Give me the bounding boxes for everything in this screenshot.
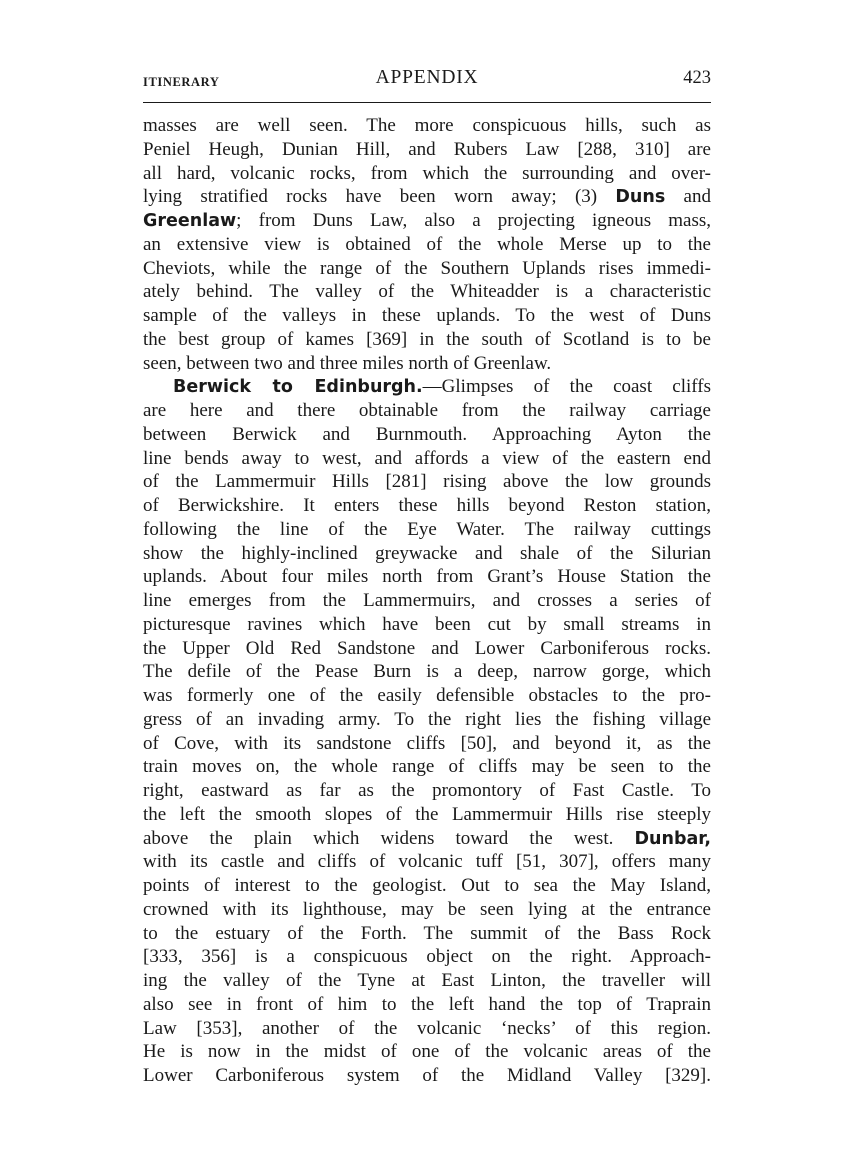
text-line: seen, between two and three miles north of Greenlaw. — [143, 352, 552, 374]
text-line: [333, 356] is a conspicuous object on the right. Approach- — [143, 946, 711, 968]
text-line: line bends away to west, and affords a view of the eastern end — [143, 447, 711, 469]
text-line: train moves on, the whole range of cliffs may be seen to the — [143, 756, 711, 778]
text-line: gress of an invading army. To the right lies the fishing village — [143, 708, 711, 730]
text-line: the left the smooth slopes of the Lammermuir Hills rise steeply — [143, 803, 711, 825]
text-line: Law [353], another of the volcanic ‘necks’ of this region. — [143, 1017, 711, 1039]
text-line: above the plain which widens toward the west. Dunbar, — [143, 827, 711, 849]
place-name-bold: Dunbar, — [634, 828, 711, 849]
text-line: line emerges from the Lammermuirs, and crosses a series of — [143, 590, 711, 611]
page-number: 423 — [683, 68, 711, 88]
text-line: of the Lammermuir Hills [281] rising above the low grounds — [143, 471, 711, 493]
body-text — [143, 114, 711, 1088]
text-line: are here and there obtainable from the railway carriage — [143, 400, 711, 421]
text-line: Greenlaw; from Duns Law, also a projecting igneous mass, — [143, 210, 711, 231]
text-line: lying stratified rocks have been worn away; (3) Duns and — [143, 186, 711, 208]
text-line: Peniel Heugh, Dunian Hill, and Rubers Law [288, 310] are — [143, 138, 711, 160]
text-line: crowned with its lighthouse, may be seen lying at the entrance — [143, 898, 711, 920]
running-head — [143, 67, 711, 97]
text-line: also see in front of him to the left hand the top of Traprain — [143, 993, 711, 1015]
text-line: picturesque ravines which have been cut by small streams in — [143, 613, 711, 635]
section-heading-bold: Berwick to Edinburgh. — [173, 377, 423, 398]
text-line: ately behind. The valley of the Whiteadder is a characteristic — [143, 281, 711, 303]
text-line: show the highly-inclined greywacke and shale of the Silurian — [143, 542, 711, 564]
text-line: an extensive view is obtained of the whole Merse up to the — [143, 233, 711, 255]
running-title: APPENDIX — [375, 67, 479, 88]
text-line: the Upper Old Red Sandstone and Lower Carboniferous rocks. — [143, 637, 711, 659]
text-line: Lower Carboniferous system of the Midland Valley [329]. — [143, 1065, 711, 1086]
text-line: masses are well seen. The more conspicuous hills, such as — [143, 115, 711, 136]
text-line: points of interest to the geologist. Out to sea the May Island, — [143, 875, 711, 896]
text-line: with its castle and cliffs of volcanic tuff [51, 307], offers many — [143, 851, 711, 873]
text-line: of Berwickshire. It enters these hills beyond Reston station, — [143, 495, 711, 516]
text-line: right, eastward as far as the promontory of Fast Castle. To — [143, 780, 711, 801]
text-line: the best group of kames [369] in the south of Scotland is to be — [143, 328, 711, 350]
place-name-bold: Duns — [615, 187, 666, 208]
text-line: He is now in the midst of one of the volcanic areas of the — [143, 1041, 711, 1063]
text-line: ing the valley of the Tyne at East Linton, the traveller will — [143, 970, 711, 991]
section-label: ITINERARY — [143, 75, 220, 89]
text-line: sample of the valleys in these uplands. To the west of Duns — [143, 305, 711, 326]
text-line: Cheviots, while the range of the Southern Uplands rises immedi- — [143, 257, 711, 279]
text-line: Berwick to Edinburgh.—Glimpses of the coast cliffs — [173, 376, 711, 398]
place-name-bold: Greenlaw — [143, 211, 237, 231]
text-line: following the line of the Eye Water. The railway cuttings — [143, 518, 711, 540]
text-line: The defile of the Pease Burn is a deep, narrow gorge, which — [143, 661, 711, 683]
text-line: all hard, volcanic rocks, from which the surrounding and over- — [143, 162, 711, 184]
text-line: was formerly one of the easily defensible obstacles to the pro- — [143, 685, 711, 706]
text-line: uplands. About four miles north from Grant’s House Station the — [143, 566, 711, 588]
header-rule — [143, 102, 711, 103]
text-line: between Berwick and Burnmouth. Approaching Ayton the — [143, 423, 711, 445]
text-line: to the estuary of the Forth. The summit of the Bass Rock — [143, 922, 711, 944]
text-line: of Cove, with its sandstone cliffs [50], and beyond it, as the — [143, 732, 711, 754]
